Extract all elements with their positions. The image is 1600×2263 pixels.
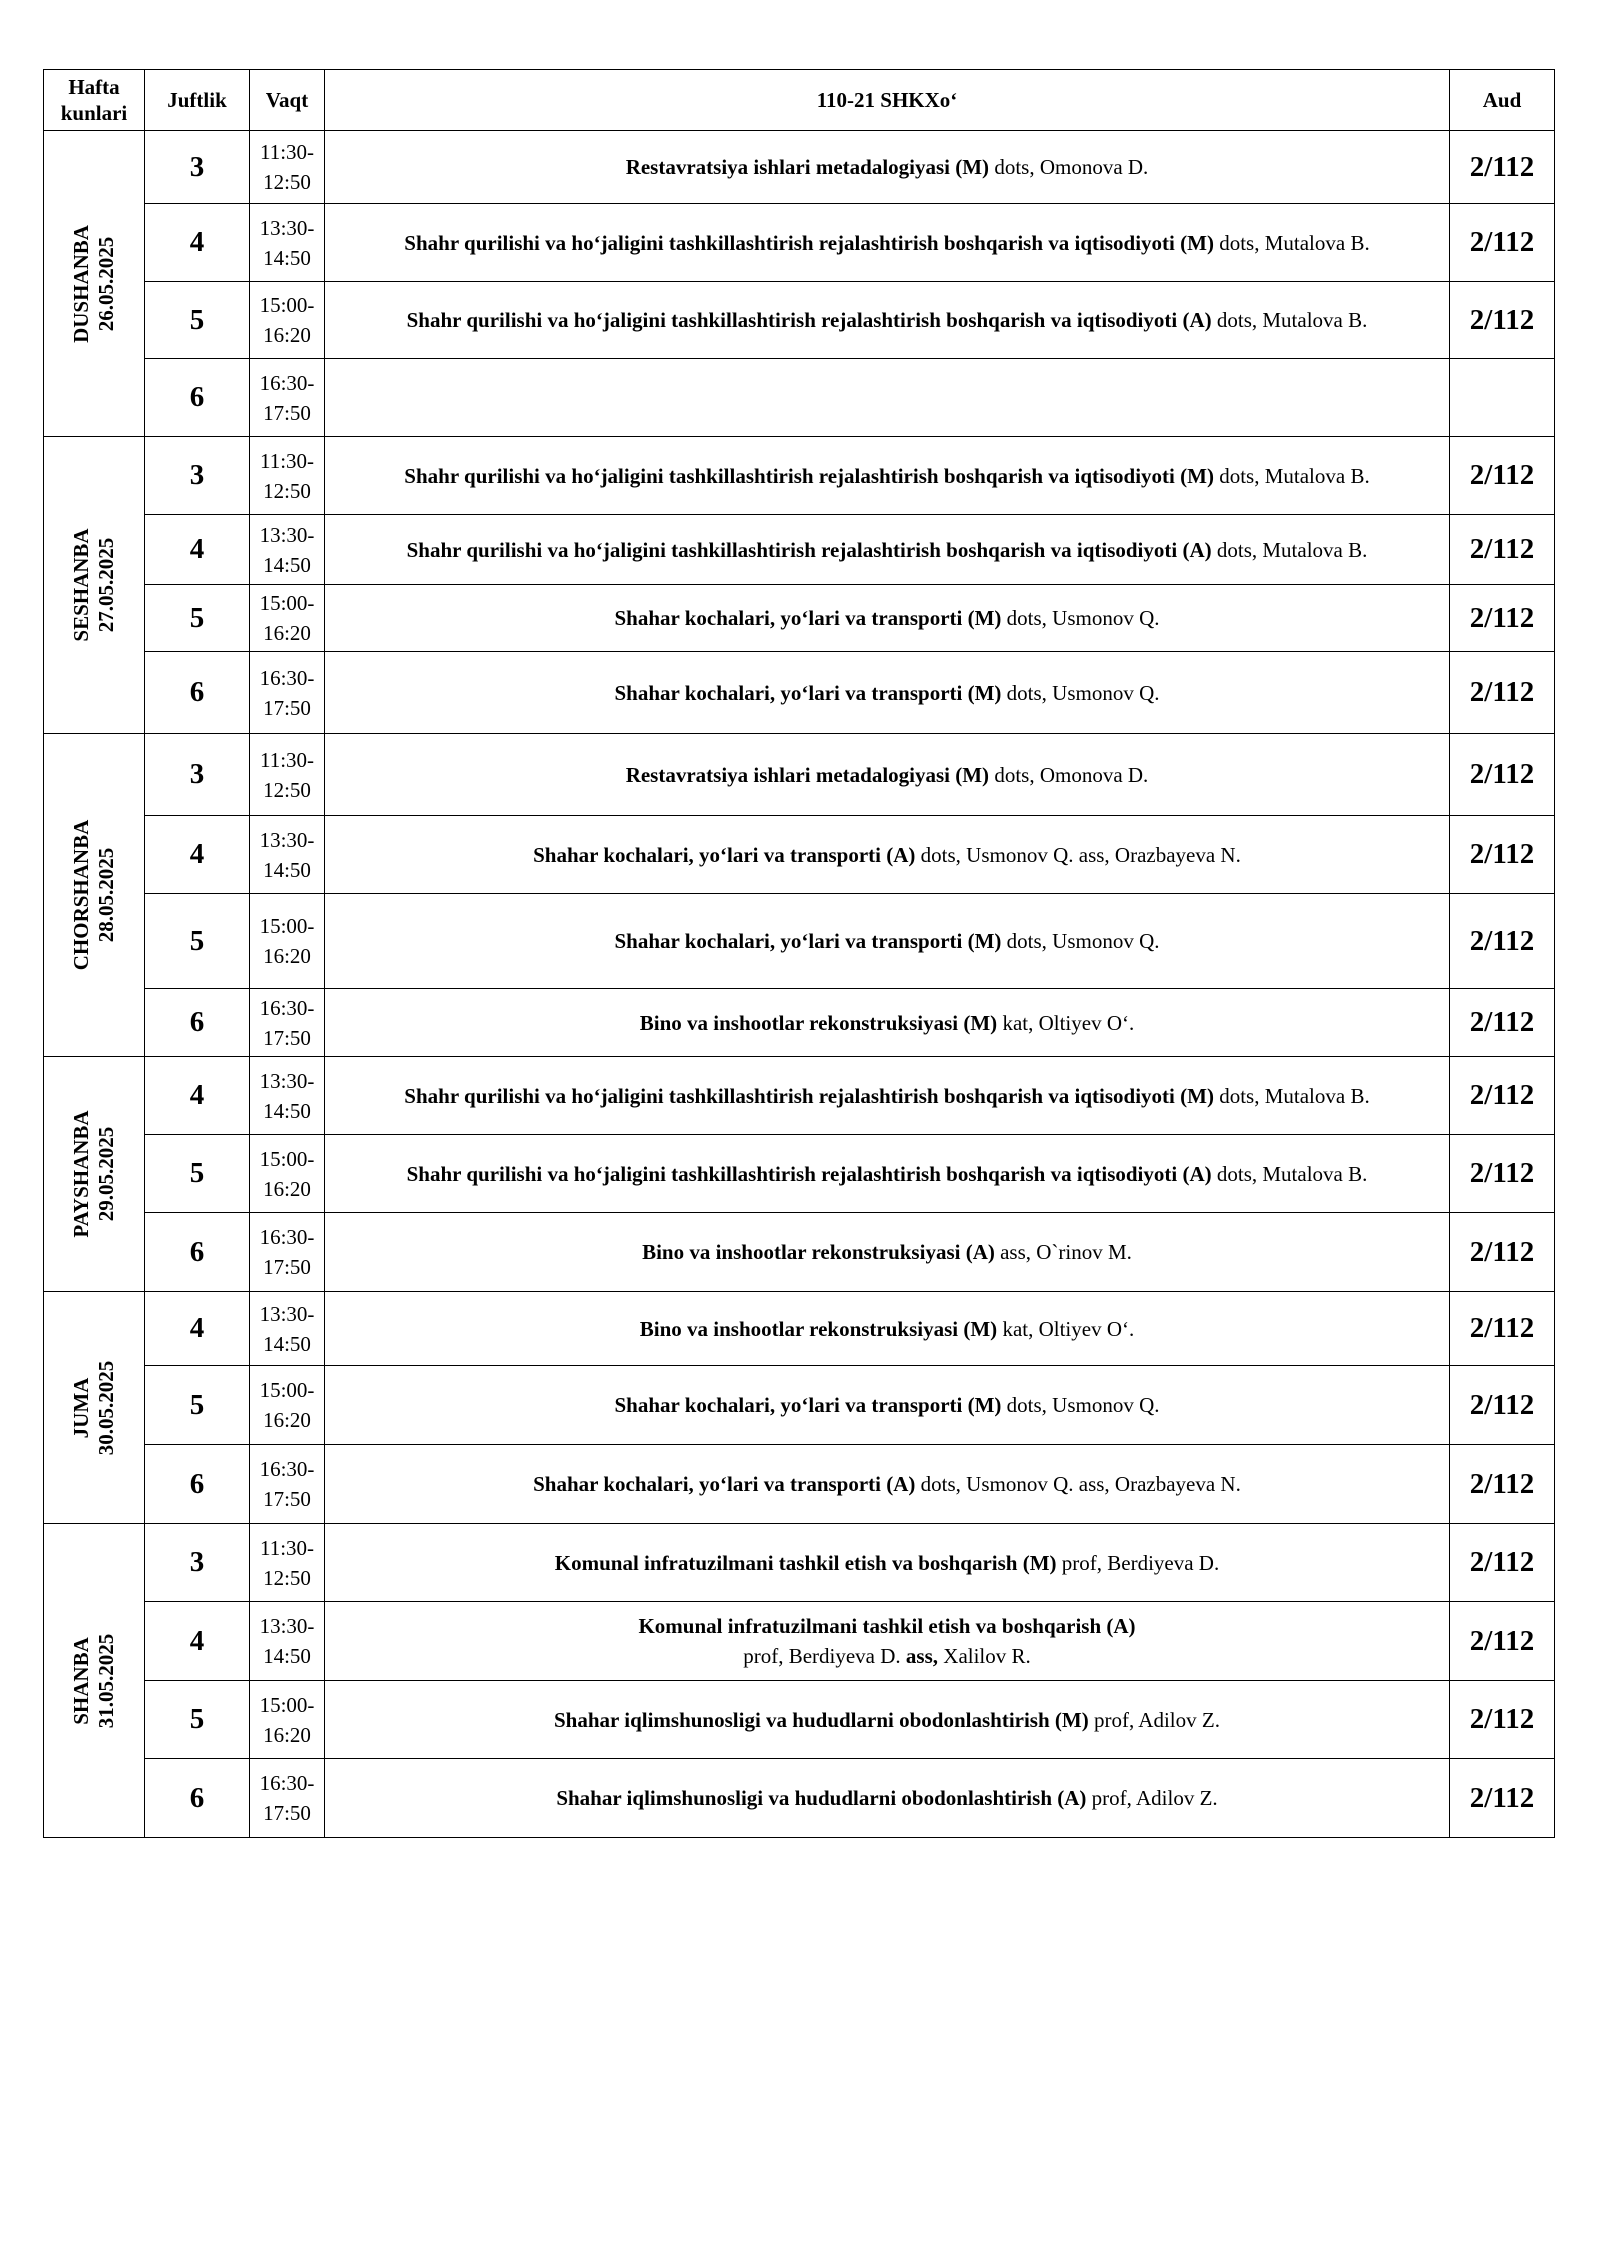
time-start: 15:00- (259, 1378, 315, 1402)
header-row (44, 70, 1555, 131)
subject-name: Shahr qurilishi va ho‘jaligini tashkillashtirish rejalashtirish boshqarish va iqtisodiyoti (M) (404, 463, 1214, 488)
day-label (69, 820, 119, 971)
time-start: 13:30- (259, 1068, 315, 1093)
room-number: 2/112 (1450, 734, 1555, 816)
time-start: 11:30- (259, 448, 315, 473)
time-end: 14:50 (263, 1331, 311, 1356)
time-end: 17:50 (263, 695, 311, 720)
room-number: 2/112 (1450, 282, 1555, 359)
header-week-days (44, 70, 145, 131)
day-date: 30.05.2025 (94, 1360, 118, 1455)
teacher-name: dots, Mutalova B. (1213, 230, 1370, 255)
teacher-name: prof, Berdiyeva D. (743, 1644, 906, 1668)
time-end: 14:50 (263, 552, 311, 577)
pair-number: 6 (145, 359, 250, 437)
schedule-body (44, 131, 1555, 1838)
time-slot (250, 989, 325, 1057)
subject-cell (325, 1759, 1450, 1838)
room-number: 2/112 (1450, 585, 1555, 652)
time-slot (250, 1445, 325, 1524)
time-slot (250, 894, 325, 989)
pair-number: 5 (145, 282, 250, 359)
room-number: 2/112 (1450, 1681, 1555, 1759)
time-start: 13:30- (259, 522, 315, 547)
header-time: Vaqt (250, 70, 325, 131)
time-start: 16:30- (259, 1771, 315, 1795)
day-name: SESHANBA (69, 528, 93, 642)
subject-cell (325, 359, 1450, 437)
teacher-name: dots, Usmonov Q. (1001, 929, 1160, 953)
header-group: 110-21 SHKXo‘ (325, 70, 1450, 131)
time-slot (250, 1135, 325, 1213)
table-row (44, 204, 1555, 282)
pair-number: 5 (145, 585, 250, 652)
teacher-name: kat, Oltiyev O‘. (997, 1316, 1135, 1341)
table-row (44, 515, 1555, 585)
time-end: 14:50 (263, 857, 311, 882)
subject-name: Shahr qurilishi va ho‘jaligini tashkillashtirish rejalashtirish boshqarish va iqtisodiyoti (A) (406, 1161, 1212, 1186)
room-number: 2/112 (1450, 1759, 1555, 1838)
subject-name: Bino va inshootlar rekonstruksiyasi (M) (639, 1010, 998, 1035)
time-end: 17:50 (263, 1801, 311, 1825)
table-row (44, 437, 1555, 515)
subject-cell (325, 816, 1450, 894)
day-cell (44, 1057, 145, 1292)
subject-name: Shahar kochalari, yo‘lari va transporti (M) (614, 680, 1002, 705)
pair-number: 6 (145, 989, 250, 1057)
time-start: 15:00- (259, 591, 315, 615)
header-pair: Juftlik (145, 70, 250, 131)
teacher-name: prof, Berdiyeva D. (1056, 1550, 1220, 1575)
time-slot (250, 515, 325, 585)
table-row (44, 1135, 1555, 1213)
teacher-name: dots, Mutalova B. (1213, 1083, 1370, 1108)
table-row (44, 989, 1555, 1057)
subject-cell (325, 1135, 1450, 1213)
day-label (69, 1633, 119, 1728)
table-row (44, 652, 1555, 734)
subject-cell (325, 437, 1450, 515)
teacher-name: ass, O`rinov M. (994, 1240, 1132, 1264)
table-row (44, 1524, 1555, 1602)
table-row (44, 1445, 1555, 1524)
subject-cell (325, 652, 1450, 734)
pair-number: 4 (145, 515, 250, 585)
time-slot (250, 1681, 325, 1759)
pair-number: 6 (145, 652, 250, 734)
header-week-days-line1: Hafta (68, 75, 120, 99)
pair-number: 4 (145, 1057, 250, 1135)
room-number: 2/112 (1450, 894, 1555, 989)
table-row (44, 734, 1555, 816)
teacher-name: dots, Usmonov Q. (1001, 606, 1160, 630)
table-row (44, 1057, 1555, 1135)
pair-number: 3 (145, 131, 250, 204)
time-end: 17:50 (263, 1255, 311, 1279)
time-start: 11:30- (259, 747, 315, 772)
subject-name: Shahar kochalari, yo‘lari va transporti (M) (614, 1393, 1002, 1417)
time-start: 16:30- (259, 995, 315, 1020)
time-end: 12:50 (263, 170, 311, 194)
time-end: 16:20 (263, 1408, 311, 1432)
room-number: 2/112 (1450, 1292, 1555, 1366)
subject-name: Shahar kochalari, yo‘lari va transporti (A) (533, 1472, 916, 1496)
room-number: 2/112 (1450, 816, 1555, 894)
time-slot (250, 204, 325, 282)
day-label (69, 225, 119, 343)
time-slot (250, 1292, 325, 1366)
day-name: DUSHANBA (69, 224, 93, 343)
table-row (44, 816, 1555, 894)
pair-number: 3 (145, 1524, 250, 1602)
time-start: 16:30- (259, 370, 315, 395)
time-slot (250, 1366, 325, 1445)
subject-name: Shahr qurilishi va ho‘jaligini tashkillashtirish rejalashtirish boshqarish va iqtisodiyoti (A) (406, 308, 1212, 332)
subject-name: Shahr qurilishi va ho‘jaligini tashkillashtirish rejalashtirish boshqarish va iqtisodiyoti (M) (404, 230, 1214, 255)
subject-name: Shahar kochalari, yo‘lari va transporti (M) (614, 929, 1002, 953)
pair-number: 5 (145, 1366, 250, 1445)
day-label (69, 1110, 119, 1237)
subject-cell (325, 204, 1450, 282)
day-cell (44, 131, 145, 437)
room-number: 2/112 (1450, 131, 1555, 204)
time-end: 14:50 (263, 1644, 311, 1668)
pair-number: 3 (145, 734, 250, 816)
teacher-name: dots, Mutalova B. (1213, 463, 1370, 488)
pair-number: 6 (145, 1759, 250, 1838)
day-label (69, 1360, 119, 1455)
day-cell (44, 1524, 145, 1838)
room-number: 2/112 (1450, 1213, 1555, 1292)
schedule-table (43, 69, 1555, 1838)
time-slot (250, 282, 325, 359)
table-row (44, 282, 1555, 359)
table-row (44, 1366, 1555, 1445)
time-slot (250, 1759, 325, 1838)
time-start: 11:30- (259, 140, 315, 164)
subject-cell (325, 1292, 1450, 1366)
day-label (69, 528, 119, 641)
pair-number: 4 (145, 816, 250, 894)
header-room: Aud (1450, 70, 1555, 131)
time-start: 13:30- (259, 1614, 315, 1638)
time-end: 16:20 (263, 323, 311, 347)
room-number: 2/112 (1450, 989, 1555, 1057)
room-number: 2/112 (1450, 1524, 1555, 1602)
pair-number: 4 (145, 1292, 250, 1366)
time-end: 17:50 (263, 1025, 311, 1050)
day-name: SHANBA (69, 1636, 93, 1725)
teacher-name: dots, Mutalova B. (1211, 1161, 1368, 1186)
subject-cell (325, 1602, 1450, 1681)
day-date: 28.05.2025 (94, 847, 118, 943)
subject-name: Restavratsiya ishlari metadalogiyasi (M) (625, 762, 990, 787)
table-row (44, 1602, 1555, 1681)
time-start: 13:30- (259, 1301, 315, 1326)
room-number: 2/112 (1450, 437, 1555, 515)
teacher-name: dots, Usmonov Q. (1001, 680, 1160, 705)
teacher-role: ass, (905, 1644, 939, 1668)
pair-number: 5 (145, 894, 250, 989)
table-row (44, 1213, 1555, 1292)
room-number: 2/112 (1450, 1057, 1555, 1135)
subject-name: Shahar iqlimshunosligi va hududlarni obodonlashtirish (A) (556, 1786, 1087, 1810)
time-end: 16:20 (263, 944, 311, 968)
subject-cell (325, 282, 1450, 359)
time-end: 12:50 (263, 1565, 311, 1590)
time-end: 12:50 (263, 777, 311, 802)
subject-name: Shahar kochalari, yo‘lari va transporti (A) (533, 842, 916, 867)
time-start: 15:00- (259, 293, 315, 317)
pair-number: 5 (145, 1135, 250, 1213)
table-row (44, 1759, 1555, 1838)
subject-cell (325, 585, 1450, 652)
time-start: 13:30- (259, 827, 315, 852)
pair-number: 6 (145, 1445, 250, 1524)
teacher-name: dots, Omonova D. (989, 155, 1149, 179)
teacher-name: dots, Usmonov Q. (1001, 1393, 1160, 1417)
day-date: 27.05.2025 (94, 537, 118, 633)
time-end: 14:50 (263, 245, 311, 270)
time-end: 12:50 (263, 478, 311, 503)
time-start: 15:00- (259, 914, 315, 938)
time-slot (250, 652, 325, 734)
subject-cell (325, 131, 1450, 204)
teacher-name: kat, Oltiyev O‘. (997, 1010, 1135, 1035)
time-slot (250, 359, 325, 437)
teacher-name: dots, Mutalova B. (1211, 537, 1368, 562)
subject-cell (325, 1681, 1450, 1759)
time-slot (250, 1602, 325, 1681)
subject-cell (325, 1445, 1450, 1524)
table-row (44, 1681, 1555, 1759)
room-number: 2/112 (1450, 515, 1555, 585)
subject-name: Shahr qurilishi va ho‘jaligini tashkillashtirish rejalashtirish boshqarish va iqtisodiyoti (A) (406, 537, 1212, 562)
table-row (44, 894, 1555, 989)
room-number: 2/112 (1450, 204, 1555, 282)
time-slot (250, 585, 325, 652)
table-row (44, 359, 1555, 437)
day-date: 26.05.2025 (94, 236, 118, 331)
time-slot (250, 816, 325, 894)
time-end: 16:20 (263, 1722, 311, 1747)
room-number: 2/112 (1450, 1602, 1555, 1681)
table-row (44, 1292, 1555, 1366)
time-slot (250, 1057, 325, 1135)
subject-name: Komunal infratuzilmani tashkil etish va boshqarish (M) (554, 1550, 1057, 1575)
subject-name: Komunal infratuzilmani tashkil etish va boshqarish (A) (638, 1614, 1136, 1638)
time-end: 17:50 (263, 400, 311, 425)
day-name: JUMA (69, 1377, 93, 1438)
time-slot (250, 1213, 325, 1292)
time-end: 14:50 (263, 1098, 311, 1123)
subject-cell (325, 1524, 1450, 1602)
header-week-days-line2: kunlari (60, 101, 128, 125)
table-row (44, 131, 1555, 204)
time-end: 16:20 (263, 621, 311, 645)
time-start: 11:30- (259, 1535, 315, 1560)
teacher-name: dots, Mutalova B. (1211, 308, 1368, 332)
time-start: 16:30- (259, 1457, 315, 1481)
subject-name: Shahr qurilishi va ho‘jaligini tashkillashtirish rejalashtirish boshqarish va iqtisodiyoti (M) (404, 1083, 1214, 1108)
room-number: 2/112 (1450, 652, 1555, 734)
time-end: 17:50 (263, 1487, 311, 1511)
teacher-name: dots, Usmonov Q. ass, Orazbayeva N. (915, 842, 1241, 867)
subject-name: Bino va inshootlar rekonstruksiyasi (A) (642, 1240, 995, 1264)
time-start: 16:30- (259, 665, 315, 690)
teacher-name: prof, Adilov Z. (1088, 1707, 1220, 1732)
time-slot (250, 734, 325, 816)
subject-cell (325, 1366, 1450, 1445)
day-name: PAYSHANBA (69, 1110, 93, 1238)
teacher-name: dots, Usmonov Q. ass, Orazbayeva N. (915, 1472, 1241, 1496)
pair-number: 3 (145, 437, 250, 515)
time-end: 16:20 (263, 1176, 311, 1201)
subject-cell (325, 515, 1450, 585)
teacher-name: dots, Omonova D. (989, 762, 1149, 787)
time-slot (250, 1524, 325, 1602)
subject-name: Bino va inshootlar rekonstruksiyasi (M) (639, 1316, 998, 1341)
time-start: 13:30- (259, 215, 315, 240)
subject-cell (325, 989, 1450, 1057)
subject-name: Shahar kochalari, yo‘lari va transporti (M) (614, 606, 1002, 630)
time-start: 15:00- (259, 1146, 315, 1171)
room-number: 2/112 (1450, 1366, 1555, 1445)
table-row (44, 585, 1555, 652)
time-start: 16:30- (259, 1225, 315, 1249)
room-number (1450, 359, 1555, 437)
teacher-name: prof, Adilov Z. (1086, 1786, 1218, 1810)
pair-number: 6 (145, 1213, 250, 1292)
subject-cell (325, 894, 1450, 989)
subject-name: Restavratsiya ishlari metadalogiyasi (M) (625, 155, 990, 179)
day-date: 31.05.2025 (94, 1633, 118, 1728)
day-name: CHORSHANBA (69, 819, 93, 971)
day-cell (44, 734, 145, 1057)
room-number: 2/112 (1450, 1445, 1555, 1524)
subject-cell (325, 734, 1450, 816)
subject-name: Shahar iqlimshunosligi va hududlarni obodonlashtirish (M) (554, 1707, 1089, 1732)
day-cell (44, 437, 145, 734)
pair-number: 4 (145, 1602, 250, 1681)
day-cell (44, 1292, 145, 1524)
time-start: 15:00- (259, 1692, 315, 1717)
pair-number: 5 (145, 1681, 250, 1759)
day-date: 29.05.2025 (94, 1126, 118, 1222)
subject-cell (325, 1213, 1450, 1292)
subject-cell (325, 1057, 1450, 1135)
time-slot (250, 437, 325, 515)
pair-number: 4 (145, 204, 250, 282)
teacher-name-2: Xalilov R. (938, 1644, 1031, 1668)
room-number: 2/112 (1450, 1135, 1555, 1213)
time-slot (250, 131, 325, 204)
